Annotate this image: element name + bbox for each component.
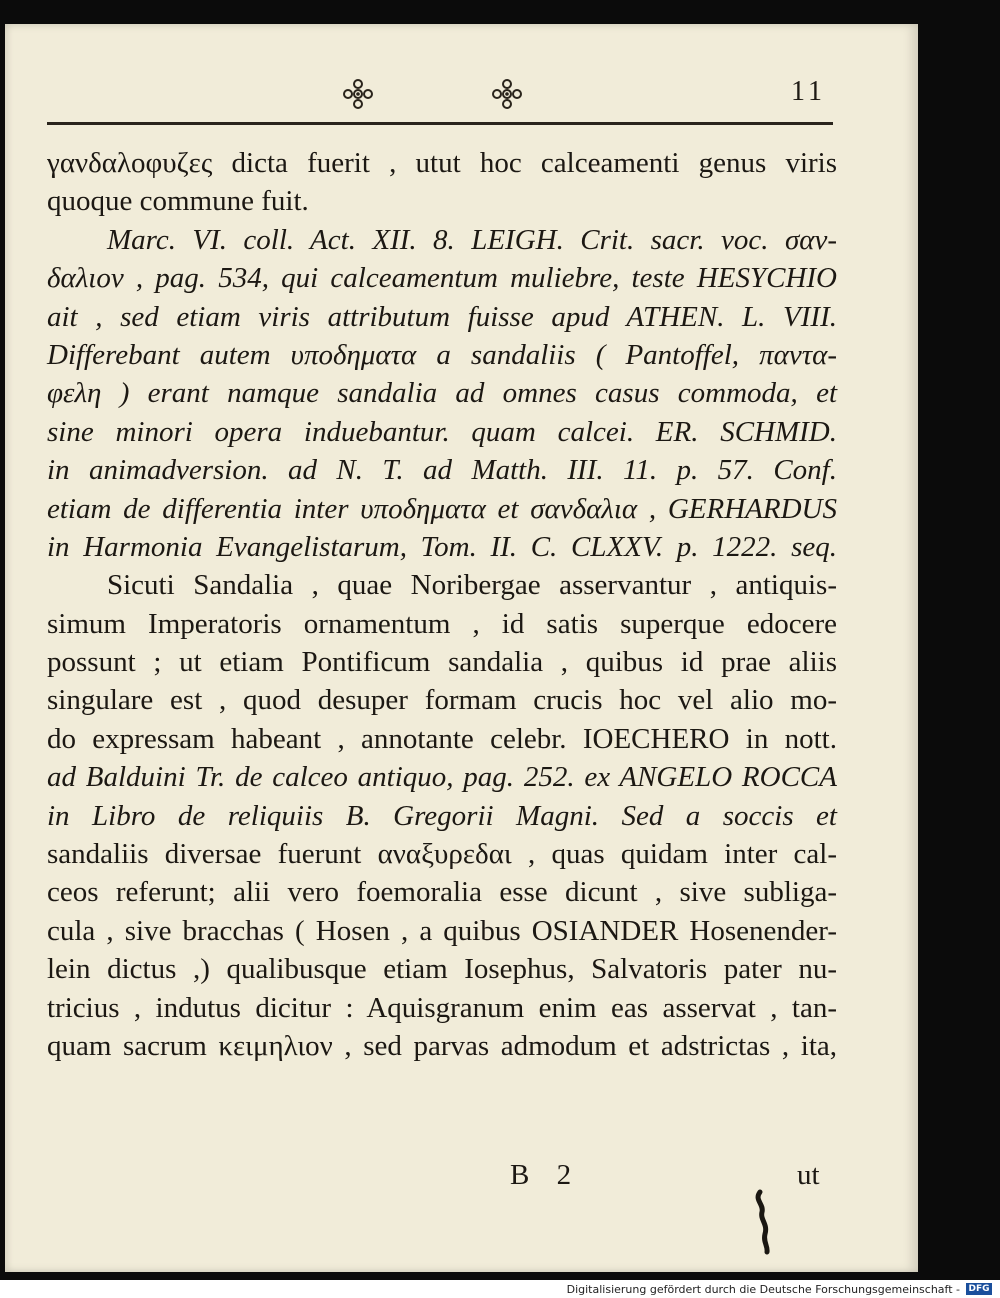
signature-mark: B 2 [510, 1159, 582, 1191]
catchword: ut [797, 1159, 820, 1191]
text-line: γανδαλοφυζες dicta fuerit , utut hoc calceamenti genus viris [47, 147, 837, 179]
text-line: ceos referunt; alii vero foemoralia esse dicunt , sive subliga- [47, 876, 837, 909]
text-line: quoque commune fuit. [47, 185, 309, 218]
text-line: in Harmonia Evangelistarum, Tom. II. C. CLXXV. p. 1222. seq. [47, 530, 837, 563]
text-line: δαλιον , pag. 534, qui calceamentum muliebre, teste HESYCHIO [47, 262, 837, 295]
text-line: cula , sive bracchas ( Hosen , a quibus OSIANDER Hosenender- [47, 914, 837, 947]
text-line: simum Imperatoris ornamentum , id satis superque edocere [47, 607, 837, 640]
text-line: sandaliis diversae fuerunt αναξυρεδαι , quas quidam inter cal- [47, 838, 837, 871]
text-line: φελη ) erant namque sandalia ad omnes casus commoda, et [47, 377, 837, 410]
printer-ornament-icon [491, 78, 523, 110]
text-line: Marc. VI. coll. Act. XII. 8. LEIGH. Crit. sacr. voc. σαν- [107, 223, 837, 256]
ink-mark-icon [750, 1186, 780, 1256]
text-line: ad Balduini Tr. de calceo antiquo, pag. 252. ex ANGELO ROCCA [47, 761, 837, 794]
footer-credit: Digitalisierung gefördert durch die Deutsche Forschungsgemeinschaft - [566, 1283, 960, 1296]
text-line: etiam de differentia inter υποδηματα et σανδαλια , GERHARDUS [47, 492, 837, 525]
text-line: ait , sed etiam viris attributum fuisse apud ATHEN. L. VIII. [47, 300, 837, 333]
text-line: singulare est , quod desuper formam crucis hoc vel alio mo- [47, 684, 837, 717]
text-line: in Libro de reliquiis B. Gregorii Magni. Sed a soccis et [47, 799, 837, 832]
text-line: quam sacrum κειμηλιον , sed parvas admodum et adstrictas , ita, [47, 1029, 837, 1062]
printer-ornament-icon [342, 78, 374, 110]
digitization-footer [0, 1281, 1000, 1298]
text-line: in animadversion. ad N. T. ad Matth. III. 11. p. 57. Conf. [47, 454, 837, 487]
book-page [5, 24, 918, 1272]
text-line: sine minori opera induebantur. quam calcei. ER. SCHMID. [47, 415, 837, 448]
text-line: possunt ; ut etiam Pontificum sandalia , quibus id prae aliis [47, 646, 837, 679]
header-rule [47, 122, 833, 125]
text-line: tricius , indutus dicitur : Aquisgranum enim eas asservat , tan- [47, 991, 837, 1024]
page-number: 11 [791, 76, 826, 107]
text-line: lein dictus ,) qualibusque etiam Iosephus, Salvatoris pater nu- [47, 953, 837, 986]
text-line: Sicuti Sandalia , quae Noribergae asservantur , antiquis- [107, 569, 837, 602]
text-line: Differebant autem υποδηματα a sandaliis ( Pantoffel, παντα- [47, 338, 837, 371]
text-line: do expressam habeant , annotante celebr. IOECHERO in nott. [47, 722, 837, 755]
body-text [47, 144, 837, 1065]
dfg-logo: DFG [966, 1283, 992, 1295]
